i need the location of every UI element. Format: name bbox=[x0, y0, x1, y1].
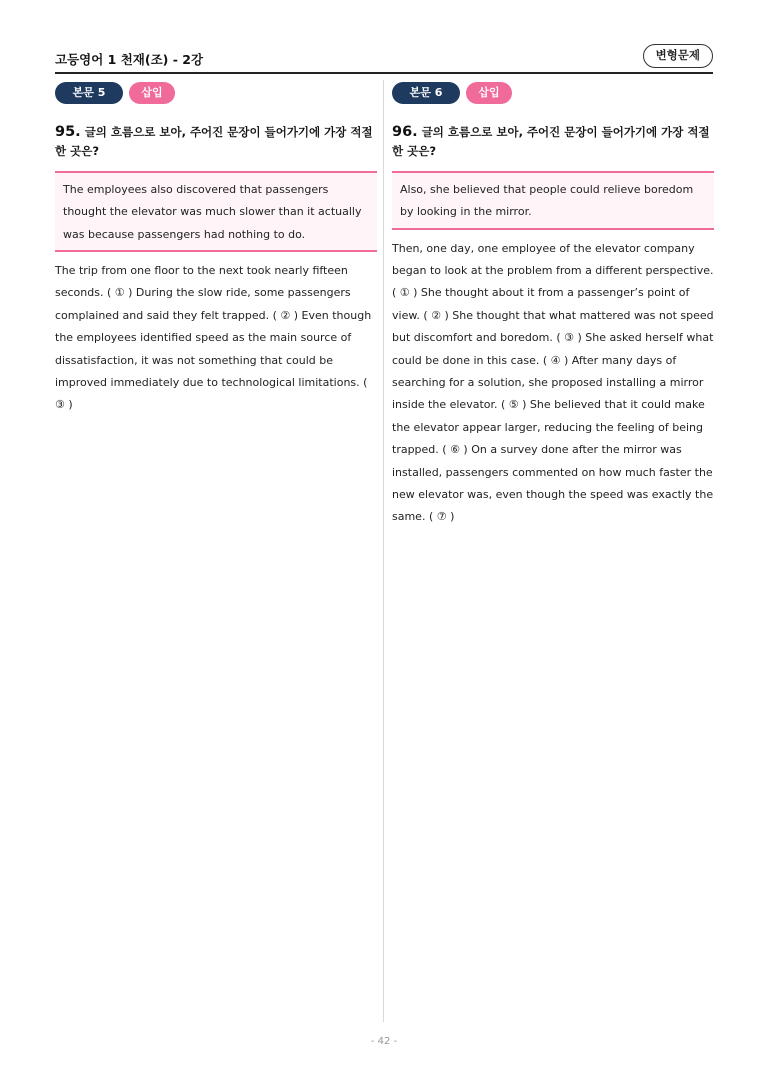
question-number: 96. bbox=[392, 124, 418, 140]
question-text: 글의 흐름으로 보아, 주어진 문장이 들어가기에 가장 적절한 곳은? bbox=[55, 125, 373, 158]
page-number: - 42 - bbox=[370, 1036, 398, 1047]
question-type-tag: 삽입 bbox=[129, 82, 175, 104]
passage-tag: 본문 6 bbox=[392, 82, 460, 104]
given-sentence-box: Also, she believed that people could relieve boredom by looking in the mirror. bbox=[392, 171, 714, 230]
passage-tag: 본문 5 bbox=[55, 82, 123, 104]
page-header bbox=[55, 44, 713, 74]
column-divider bbox=[383, 80, 384, 1022]
left-column bbox=[55, 82, 377, 417]
passage-text: The trip from one floor to the next took nearly fifteen seconds. ( ① ) During the slow ride, some passengers complained and said they felt trapped. ( ② ) Even though the employees identified speed as the main source of dissatisfaction, it was not something that could be improved immediately due to technological limitations. ( ③ ) bbox=[55, 263, 372, 412]
right-tags bbox=[392, 82, 714, 104]
question-96 bbox=[392, 123, 714, 161]
given-sentence-box: The employees also discovered that passengers thought the elevator was much slower than it actually was because passengers had nothing to do. bbox=[55, 171, 377, 252]
right-column bbox=[392, 82, 714, 529]
page-title: 고등영어 1 천재(조) - 2강 bbox=[55, 52, 204, 67]
question-text: 글의 흐름으로 보아, 주어진 문장이 들어가기에 가장 적절한 곳은? bbox=[392, 125, 710, 158]
question-number: 95. bbox=[55, 124, 81, 140]
left-tags bbox=[55, 82, 377, 104]
question-95 bbox=[55, 123, 377, 161]
section-badge: 변형문제 bbox=[643, 44, 713, 68]
question-type-tag: 삽입 bbox=[466, 82, 512, 104]
passage-text: Then, one day, one employee of the elevator company began to look at the problem from a different perspective. ( ① ) She thought about it from a passenger’s point of view. ( ② ) She thought that what mattered was not speed but discomfort and boredom. ( ③ ) She asked herself what could be done in this case. ( ④ ) After many days of searching for a solution, she proposed installing a mirror inside the elevator. ( ⑤ ) She believed that it could make the elevator appear larger, reducing the feeling of being trapped. ( ⑥ ) On a survey done after the mirror was installed, passengers commented on how much faster the new elevator was, even though the speed was exactly the same. ( ⑦ ) bbox=[392, 241, 714, 524]
